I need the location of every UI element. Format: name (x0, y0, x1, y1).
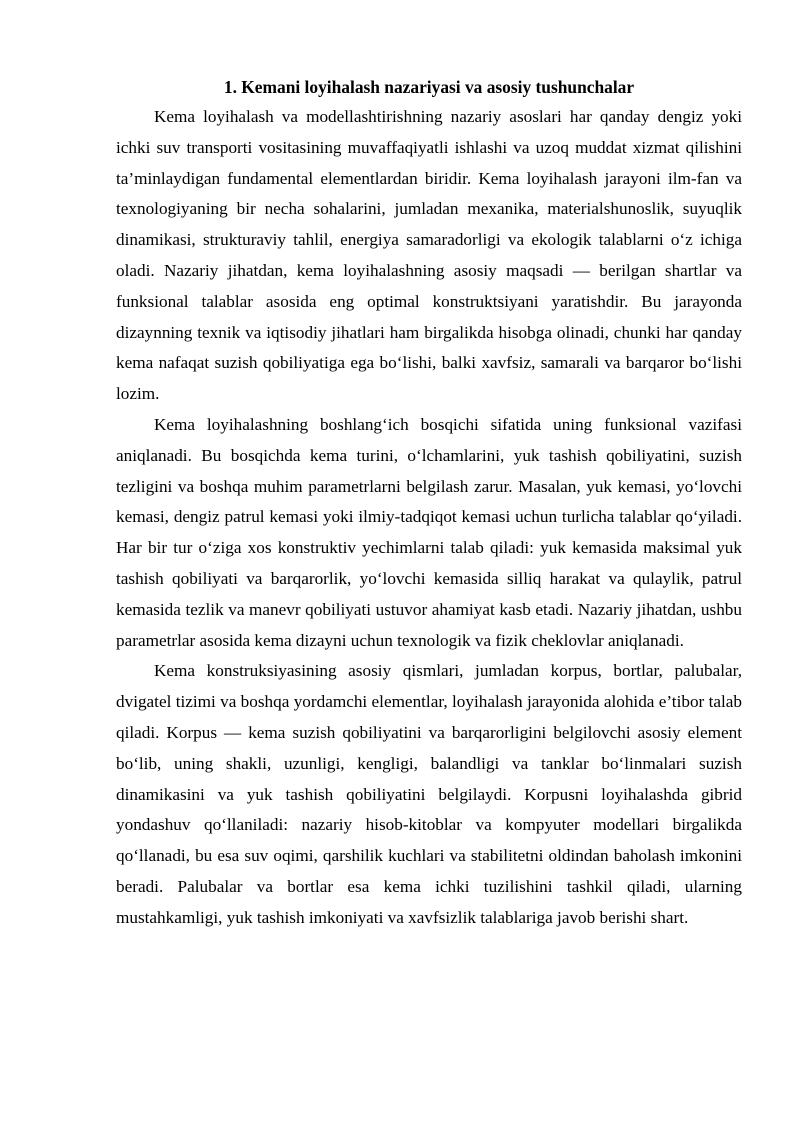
paragraph-2: Kema loyihalashning boshlang‘ich bosqichi sifatida uning funksional vazifasi aniqlanadi. Bu bosqichda kema turini, o‘lchamlarini, yuk tashish qobiliyatini, suzish tezligini va boshqa muhim parametrlarni belgilash zarur. Masalan, yuk kemasi, yo‘lovchi kemasi, dengiz patrul kemasi yoki ilmiy-tadqiqot kemasi uchun turlicha talablar qo‘yiladi. Har bir tur o‘ziga xos konstruktiv yechimlarni talab qiladi: yuk kemasida maksimal yuk tashish qobiliyati va barqarorlik, yo‘lovchi kemasida silliq harakat va qulaylik, patrul kemasida tezlik va manevr qobiliyati ustuvor ahamiyat kasb etadi. Nazariy jihatdan, ushbu parametrlar asosida kema dizayni uchun texnologik va fizik cheklovlar aniqlanadi. (116, 414, 742, 650)
section-title: 1. Kemani loyihalash nazariyasi va asosiy tushunchalar (223, 77, 635, 97)
paragraph-1: Kema loyihalash va modellashtirishning nazariy asoslari har qanday dengiz yoki ichki suv transporti vositasining muvaffaqiyatli ishlashi va uzoq muddat xizmat qilishini ta’minlaydigan fundamental elementlardan biridir. Kema loyihalash jarayoni ilm-fan va texnologiyaning bir necha sohalarini, jumladan mexanika, materialshunoslik, suyuqlik dinamikasi, strukturaviy tahlil, energiya samaradorligi va ekologik talablarni o‘z ichiga oladi. Nazariy jihatdan, kema loyihalashning asosiy maqsadi — berilgan shartlar va funksional talablar asosida eng optimal konstruktsiyani yaratishdir. Bu jarayonda dizaynning texnik va iqtisodiy jihatlari ham birgalikda hisobga olinadi, chunki har qanday kema nafaqat suzish qobiliyatiga ega bo‘lishi, balki xavfsiz, samarali va barqaror bo‘lishi lozim. (116, 107, 742, 404)
paragraph-3: Kema konstruksiyasining asosiy qismlari, jumladan korpus, bortlar, palubalar, dvigatel tizimi va boshqa yordamchi elementlar, loyihalash jarayonida alohida e’tibor talab qiladi. Korpus — kema suzish qobiliyatini va barqarorligini belgilovchi asosiy element bo‘lib, uning shakli, uzunligi, kengligi, balandligi va tanklar bo‘linmalari suzish dinamikasini va yuk tashish qobiliyatini belgilaydi. Korpusni loyihalashda gibrid yondashuv qo‘llaniladi: nazariy hisob-kitoblar va kompyuter modellari birgalikda qo‘llanadi, bu esa suv oqimi, qarshilik kuchlari va stabilitetni oldindan baholash imkonini beradi. Palubalar va bortlar esa kema ichki tuzilishini tashkil qiladi, ularning mustahkamligi, yuk tashish imkoniyati va xavfsizlik talablariga javob berishi shart. (116, 661, 742, 927)
document-page (116, 72, 742, 934)
